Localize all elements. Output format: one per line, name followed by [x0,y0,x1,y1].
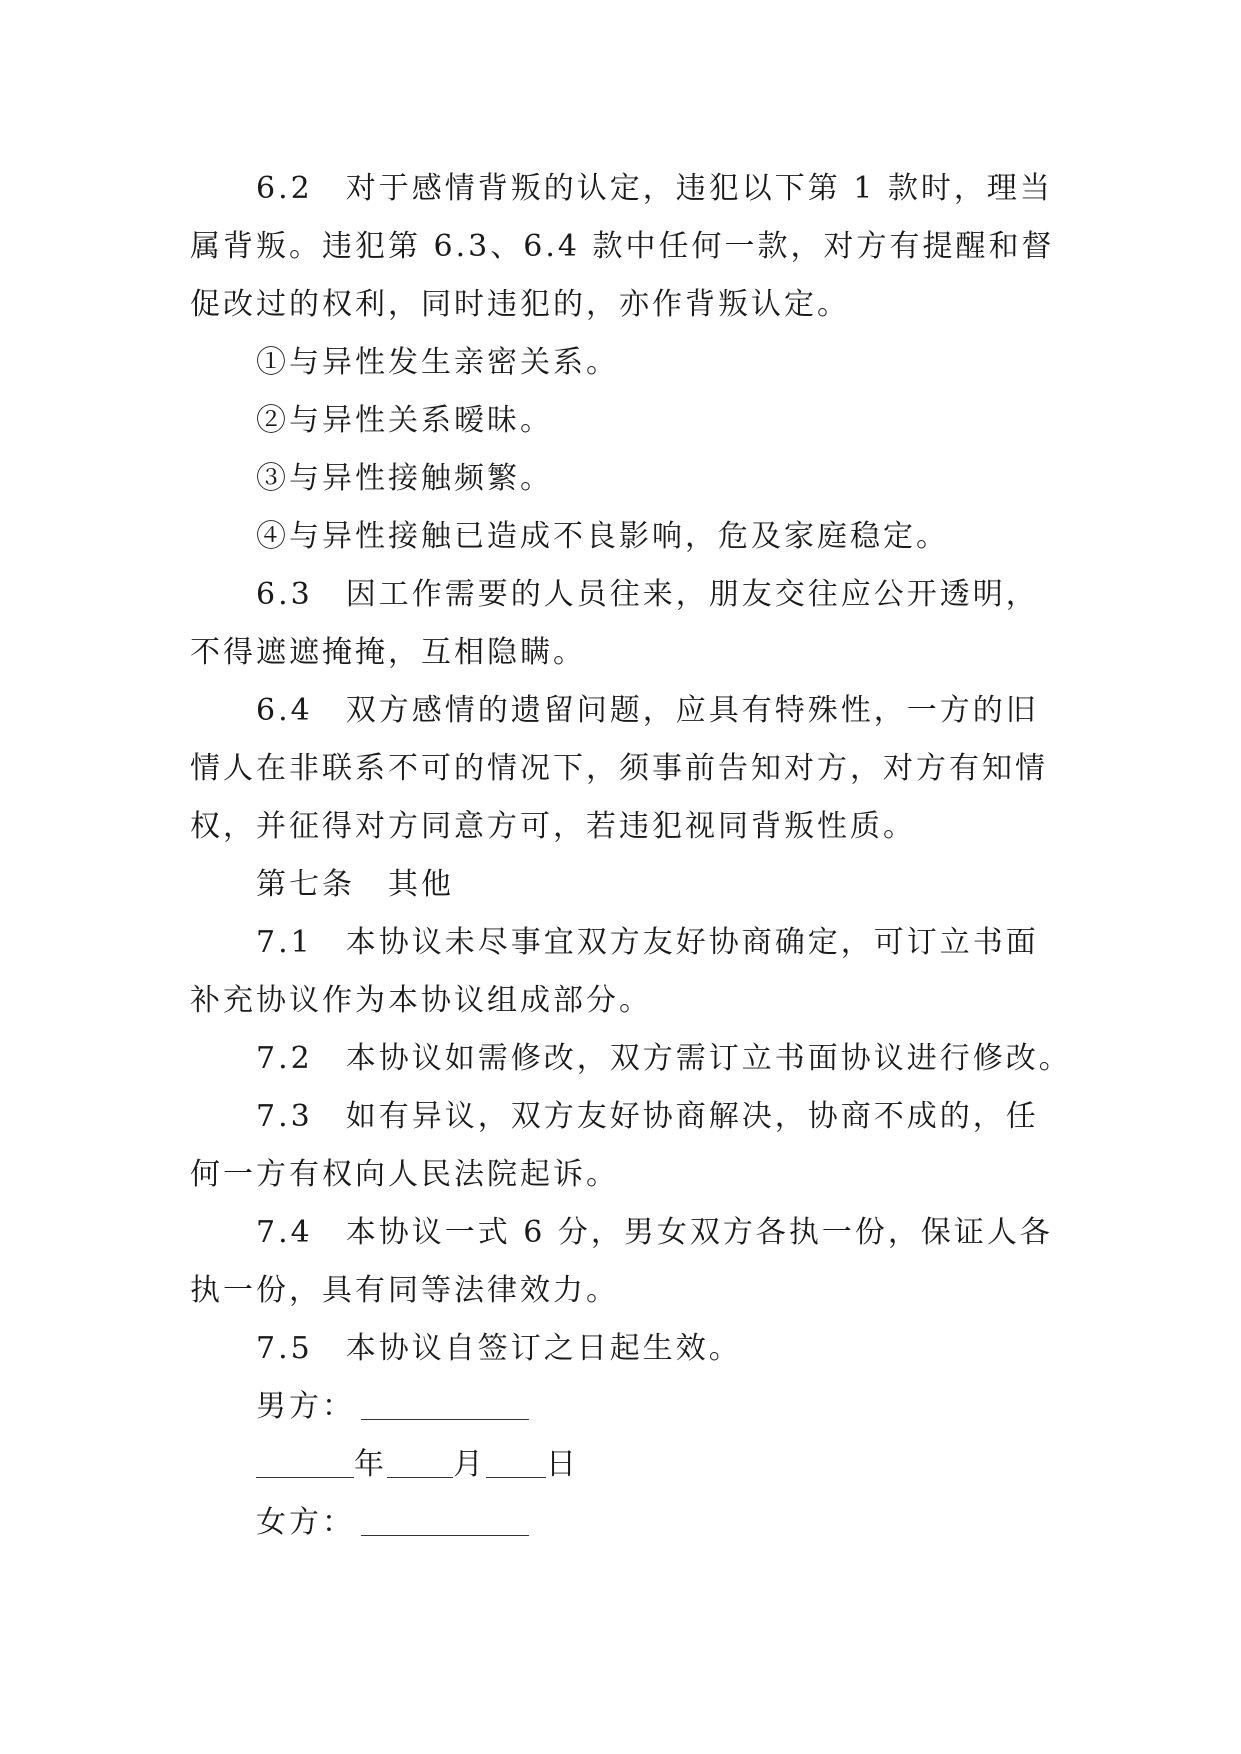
day-blank [486,1447,546,1478]
text-line: 属背叛。违犯第 6.3、6.4 款中任何一款，对方有提醒和督 [190,229,1055,264]
female-signature-blank [361,1505,529,1536]
document-body [190,160,1070,1552]
month-blank [387,1447,453,1478]
text-line: 补充协议作为本协议组成部分。 [190,983,652,1018]
male-label: 男方： [256,1389,355,1424]
clause-lines [190,160,1070,1378]
text-line: 促改过的权利，同时违犯的，亦作背叛认定。 [190,287,850,322]
text-line: 6.2 对于感情背叛的认定，违犯以下第 1 款时，理当 [256,171,1053,206]
date-line [190,1436,1070,1494]
text-line: 6.3 因工作需要的人员往来，朋友交往应公开透明， [256,577,1039,612]
text-line: 权，并征得对方同意方可，若违犯视同背叛性质。 [190,809,916,844]
male-signature-blank [361,1389,529,1420]
text-line: ①与异性发生亲密关系。 [256,345,619,380]
text-line: 情人在非联系不可的情况下，须事前告知对方，对方有知情 [190,751,1048,786]
year-label: 年 [354,1447,387,1482]
month-label: 月 [453,1447,486,1482]
text-line: 第七条 其他 [256,867,454,902]
year-blank [256,1447,354,1478]
text-line: 7.1 本协议未尽事宜双方友好协商确定，可订立书面 [256,925,1039,960]
female-signature-line [190,1494,1070,1552]
text-line: 何一方有权向人民法院起诉。 [190,1157,619,1192]
text-line: ④与异性接触已造成不良影响，危及家庭稳定。 [256,519,949,554]
female-label: 女方： [256,1505,355,1540]
text-line: 执一份，具有同等法律效力。 [190,1273,619,1308]
text-line: 7.3 如有异议，双方友好协商解决，协商不成的，任 [256,1099,1039,1134]
male-signature-line [190,1378,1070,1436]
text-line: ③与异性接触频繁。 [256,461,553,496]
text-line: 7.2 本协议如需修改，双方需订立书面协议进行修改。 [256,1041,1072,1076]
text-line: 7.4 本协议一式 6 分，男女双方各执一份，保证人各 [256,1215,1053,1250]
text-line: ②与异性关系暧昧。 [256,403,553,438]
day-label: 日 [546,1447,579,1482]
text-line: 不得遮遮掩掩，互相隐瞒。 [190,635,586,670]
text-line: 6.4 双方感情的遗留问题，应具有特殊性，一方的旧 [256,693,1039,728]
text-line: 7.5 本协议自签订之日起生效。 [256,1331,742,1366]
